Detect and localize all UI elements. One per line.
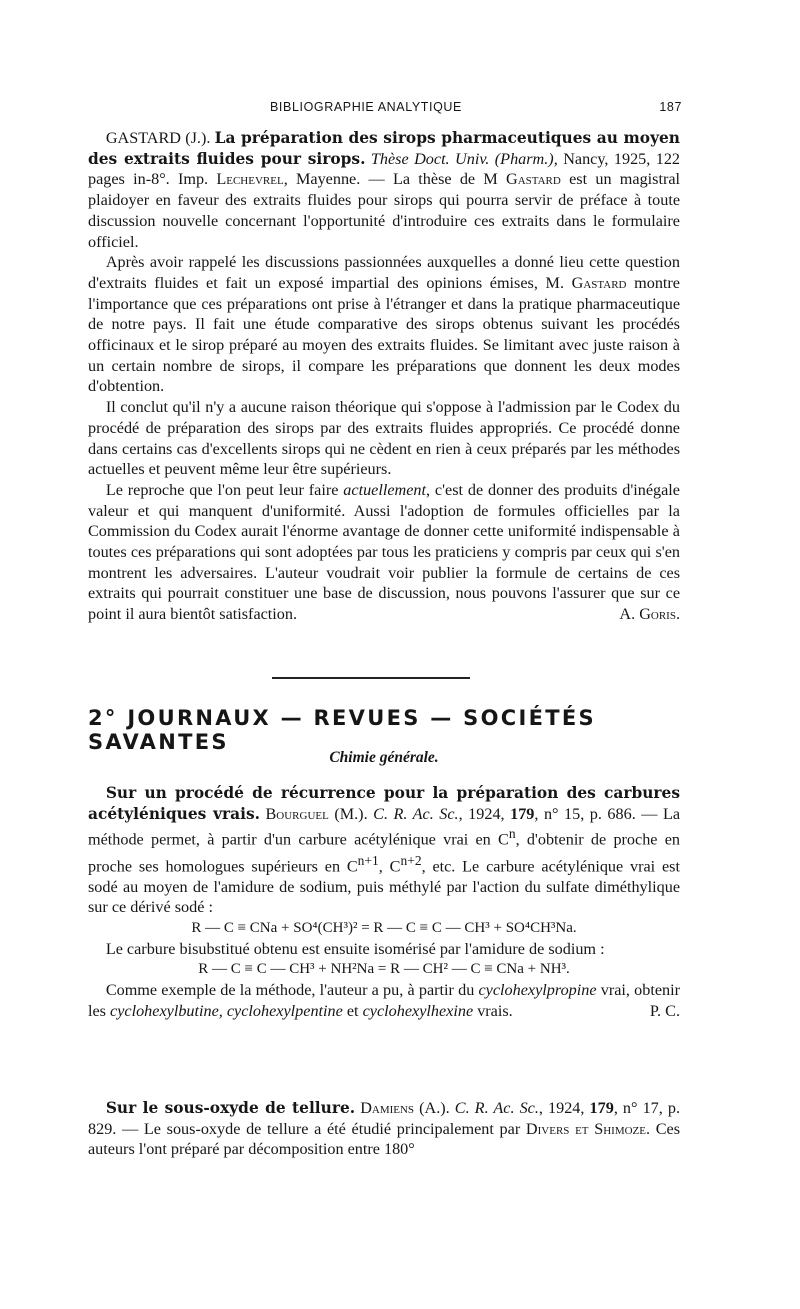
- damiens-journal: C. R. Ac. Sc.: [454, 1099, 539, 1117]
- damiens-names: Divers et Shimoze.: [525, 1119, 651, 1138]
- gastard-para2-b: montre l'importance que ces préparations ont prise à l'étranger et dans la pratique pharmaceutique de notre pays. Il fait une étude comparative des sirops obtenus suivant les procédés officinaux et le sirop préparé au moyen des extraits fluides. Se limitant avec juste raison à un certain nombre de sirops, il compare les préparations que donnent les deux modes d'obtention.: [88, 273, 680, 396]
- gastard-paragraph-2: [88, 252, 680, 397]
- gastard-author: GASTARD (J.).: [105, 129, 211, 147]
- running-head-title: BIBLIOGRAPHIE ANALYTIQUE: [270, 100, 462, 114]
- gastard-title: La préparation des sirops pharmaceutiques au moyen des extraits fluides pour sirops.: [88, 129, 680, 168]
- bourguel-text-d: , C: [378, 856, 401, 875]
- gastard-para1-rest: est un magistral plaidoyer en faveur des extraits fluides pour sirops qui pourra servir de préface à toute discussion nouvelle concernant l'opportunité d'introduire ces extraits dans le formulaire officiel.: [88, 170, 681, 251]
- damiens-text-c: Ces auteurs l'ont préparé par décomposition entre 180°: [88, 1119, 681, 1159]
- bourguel-p3-d: vrais.: [477, 1001, 513, 1020]
- gastard-para4-italic: actuellement: [343, 480, 426, 499]
- bourguel-p3-c: et: [346, 1001, 359, 1020]
- section-divider: [272, 677, 470, 679]
- bourguel-text-b: , n° 15, p. 686. — La méthode permet, à partir d'un carbure acétylénique vrai en C: [88, 804, 681, 849]
- bourguel-author: Bourguel (M.).: [265, 804, 368, 823]
- gastard-para2-sc: Gastard: [571, 273, 627, 292]
- bourguel-journal: C. R. Ac. Sc.: [373, 804, 459, 823]
- gastard-paragraph-3: Il conclut qu'il n'y a aucune raison théorique qui s'oppose à l'admission par le Codex du procédé de préparation des sirops par des extraits fluides appropriés. Ce procédé donne dans certains cas d'excellents sirops qui ne cèdent en rien à ceux préparés par les méthodes actuelles et peuvent même leur être supérieurs.: [88, 398, 680, 479]
- subsection-heading: Chimie générale.: [329, 749, 439, 766]
- bourguel-p3-i1: cyclohexylpropine: [478, 981, 597, 1000]
- bourguel-text-e: , etc. Le carbure acétylénique vrai est sodé au moyen de l'amidure de sodium, puis méthylé par l'action du sulfate diméthylique sur ce dérivé sodé :: [88, 856, 680, 917]
- gastard-para2-a: Après avoir rappelé les discussions passionnées auxquelles a donné lieu cette question d'extraits fluides et fait un exposé impartial des opinions émises, M.: [88, 253, 680, 292]
- gastard-thesis: Thèse Doct. Univ. (Pharm.),: [370, 149, 558, 168]
- gastard-paragraph-4: [88, 480, 680, 625]
- bourguel-review: [88, 783, 680, 1022]
- damiens-author: Damiens (A.).: [360, 1099, 450, 1117]
- formula-1: R — C ≡ CNa + SO⁴(CH³)² = R — C ≡ C — CH³ + SO⁴CH³Na.: [191, 920, 577, 936]
- gastard-imprint-b: , Mayenne. — La thèse de M: [283, 170, 498, 189]
- bourguel-p3-b: vrai, obtenir les: [88, 981, 681, 1020]
- damiens-title: Sur le sous-oxyde de tellure.: [105, 1099, 356, 1117]
- bourguel-p3-i3: cyclohexylhexine: [362, 1001, 474, 1020]
- damiens-year: , 1924,: [538, 1099, 585, 1117]
- gastard-paragraph-1: [88, 128, 680, 252]
- gastard-review: [88, 128, 680, 625]
- bourguel-title: Sur un procédé de récurrence pour la préparation des carbures acétyléniques vrais.: [88, 784, 680, 823]
- damiens-text-b: , n° 17, p. 829. — Le sous-oxyde de tellure a été étudié principalement par: [88, 1099, 681, 1138]
- gastard-imprint: Nancy, 1925, 122 pages in-8°. Imp.: [88, 149, 681, 189]
- damiens-paragraph: [88, 1098, 680, 1160]
- page-number: 187: [659, 100, 682, 114]
- damiens-volume: 179: [589, 1099, 614, 1117]
- gastard-author-sc: Gastard: [506, 170, 561, 189]
- section-heading: 2° JOURNAUX — REVUES — SOCIÉTÉS SAVANTES: [88, 706, 596, 754]
- gastard-para4-a: Le reproche que l'on peut leur faire: [105, 480, 339, 499]
- bourguel-text-c: , d'obtenir de proche en proche ses homologues supérieurs en C: [88, 830, 680, 875]
- formula-2: R — C ≡ C — CH³ + NH²Na = R — CH² — C ≡ CNa + NH³.: [198, 961, 570, 978]
- gastard-para4-b: , c'est de donner des produits d'inégale valeur et qui manquent d'uniformité. Aussi l'adoption de formules officielles par la Commission du Codex aurait l'énorme avantage de donner cette uniformité indispensable à toutes ces préparations qui sont adoptées par tous les praticiens y compris par ceux qui s'en montrent les adversaires. L'auteur voudrait voir publier la formule de certains de ces extraits qui pourrait constituer une base de discussion, nous pouvons l'assurer que sur ce point il aura bientôt satisfaction.: [88, 480, 680, 624]
- bourguel-signature: P. C.: [649, 1001, 680, 1020]
- bourguel-volume: 179: [510, 804, 535, 823]
- bourguel-paragraph-1: Sur un procédé de récurrence pour la préparation des carbures acétyléniques vrais. Bourguel (M.). C. R. Ac. Sc., 1924, 179, n° 15, p. 686. — La méthode permet, à partir d'un carbure acétylénique vrai en $C^n$, d'obtenir de proche en proche ses homologues supérieurs en $C^{n+1}$, $C^{n+2}$, etc. Le carbure acétylénique vrai est sodé au moyen de l'amidure de sodium, puis méthylé par l'action du sulfate diméthylique sur ce dérivé sodé :: [88, 784, 681, 917]
- bourguel-year: , 1924,: [458, 804, 505, 823]
- damiens-review: [88, 1098, 680, 1160]
- gastard-signature: A. Goris.: [619, 605, 680, 624]
- bourguel-p3-a: Comme exemple de la méthode, l'auteur a pu, à partir du: [105, 981, 475, 1000]
- printer-name: Lechevrel: [216, 170, 284, 189]
- bourguel-paragraph-2: Le carbure bisubstitué obtenu est ensuite isomérisé par l'amidure de sodium :: [105, 939, 605, 958]
- bourguel-paragraph-3: [88, 980, 680, 1021]
- bourguel-p3-i2: cyclohexylbutine, cyclohexylpentine: [110, 1001, 343, 1020]
